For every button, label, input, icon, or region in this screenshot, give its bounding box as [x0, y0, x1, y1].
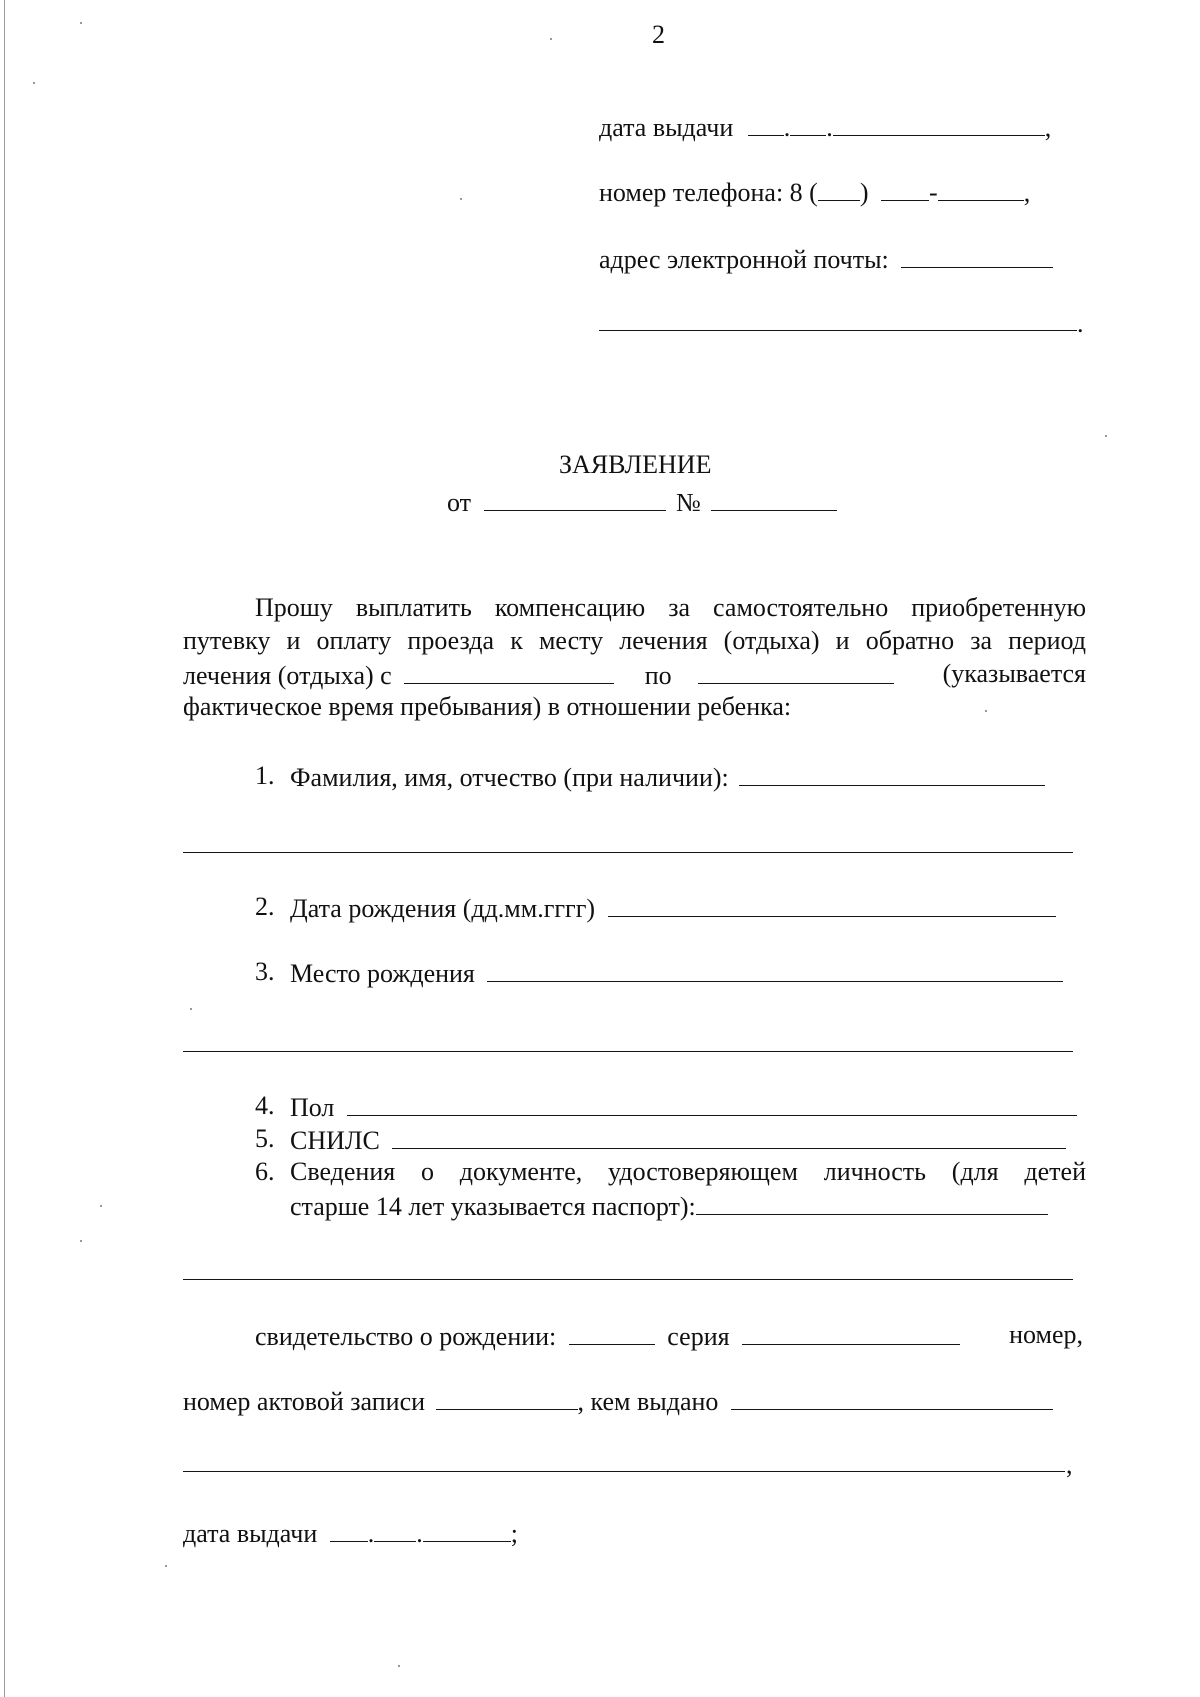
birth-place-label: Место рождения: [290, 959, 475, 988]
issued-by-field-continuation[interactable]: [183, 1471, 1065, 1472]
item-3-number: 3.: [255, 957, 275, 986]
birth-date-field[interactable]: [608, 894, 1056, 917]
phone-part1-field[interactable]: [881, 178, 929, 201]
scan-speck: [1105, 435, 1107, 437]
item-2-row: [290, 894, 1056, 922]
cert-month-field[interactable]: [374, 1519, 416, 1542]
phone-row: номер телефона: 8 ( ) - ,: [599, 178, 1031, 207]
from-label: от: [447, 488, 472, 517]
number-sign: №: [676, 488, 701, 517]
item-6-row-2: [290, 1192, 1048, 1220]
series-label: серия: [667, 1322, 730, 1351]
sex-field[interactable]: [347, 1093, 1077, 1116]
snils-label: СНИЛС: [290, 1126, 380, 1155]
phone-code-field[interactable]: [818, 178, 860, 201]
issue-day-field[interactable]: [748, 113, 784, 136]
scan-speck: [33, 82, 35, 84]
item-4-number: 4.: [255, 1091, 275, 1120]
full-name-field-continuation[interactable]: [183, 852, 1073, 853]
scan-speck: [460, 198, 462, 200]
item-5-row: [290, 1126, 1066, 1154]
issue-date-row: дата выдачи . . ,: [599, 113, 1052, 142]
scan-speck: [985, 710, 987, 712]
application-date-field[interactable]: [484, 488, 666, 511]
phone-part2-field[interactable]: [938, 178, 1024, 201]
scan-left-edge: [4, 0, 5, 1697]
sex-label: Пол: [290, 1093, 335, 1122]
request-line-4: фактическое время пребывания) в отношении ребенка:: [183, 692, 792, 721]
item-3-row: [290, 959, 1063, 987]
birth-certificate-field[interactable]: [569, 1322, 655, 1345]
request-line-1: Прошу выплатить компенсацию за самостоятельно приобретенную: [255, 593, 1086, 622]
issued-by-label: , кем выдано: [577, 1387, 719, 1416]
issue-date-label: дата выдачи: [599, 113, 734, 142]
item-1-row: [290, 763, 1045, 791]
record-number-label: номер актовой записи: [183, 1387, 426, 1416]
title-date-row: [447, 488, 837, 516]
full-name-label: Фамилия, имя, отчество (при наличии):: [290, 763, 729, 792]
birth-certificate-label: свидетельство о рождении:: [255, 1322, 557, 1351]
issue-year-field[interactable]: [833, 113, 1045, 136]
full-name-field[interactable]: [739, 763, 1045, 786]
record-number-field[interactable]: [436, 1387, 578, 1410]
scan-speck: [550, 38, 552, 40]
snils-field[interactable]: [392, 1126, 1066, 1149]
scan-speck: [165, 1565, 167, 1567]
birth-place-field[interactable]: [487, 959, 1063, 982]
email-field[interactable]: [901, 245, 1053, 268]
period-end-field[interactable]: [698, 661, 894, 684]
item-5-number: 5.: [255, 1124, 275, 1153]
request-line-3: лечения (отдыха) с по (указывается: [183, 659, 1086, 690]
phone-label: номер телефона: 8 (: [599, 178, 818, 207]
period-start-field[interactable]: [404, 661, 614, 684]
item-6-number: 6.: [255, 1157, 275, 1186]
scan-speck: [80, 22, 82, 24]
email-label: адрес электронной почты:: [599, 245, 889, 274]
application-number-field[interactable]: [711, 488, 837, 511]
email-field-continuation[interactable]: [599, 330, 1077, 331]
identity-document-field[interactable]: [696, 1192, 1048, 1215]
page-number: 2: [652, 20, 665, 49]
identity-document-label-line-2: старше 14 лет указывается паспорт):: [290, 1192, 696, 1221]
scan-speck: [398, 1665, 400, 1667]
document-title: ЗАЯВЛЕНИЕ: [559, 450, 712, 479]
item-4-row: [290, 1093, 1077, 1121]
issued-by-field[interactable]: [731, 1387, 1053, 1410]
birth-certificate-date-row: дата выдачи . . ;: [183, 1519, 519, 1548]
email-row: [599, 245, 1053, 273]
issued-by-comma: ,: [1066, 1450, 1073, 1479]
birth-certificate-date-label: дата выдачи: [183, 1519, 318, 1548]
identity-document-field-continuation[interactable]: [183, 1279, 1073, 1280]
scan-speck: [100, 1205, 102, 1207]
cert-day-field[interactable]: [330, 1519, 368, 1542]
email-period: .: [1077, 309, 1084, 338]
item-1-number: 1.: [255, 761, 275, 790]
record-number-row: [183, 1387, 1053, 1415]
birth-place-field-continuation[interactable]: [183, 1051, 1073, 1052]
cert-year-field[interactable]: [423, 1519, 511, 1542]
birth-date-label: Дата рождения (дд.мм.гггг): [290, 894, 596, 923]
request-line-2: путевку и оплату проезда к месту лечения (отдыха) и обратно за период: [183, 626, 1086, 655]
identity-document-label-line-1: Сведения о документе, удостоверяющем личность (для детей: [290, 1157, 1086, 1186]
birth-certificate-row: [255, 1322, 1083, 1350]
scan-speck: [80, 1240, 82, 1242]
series-field[interactable]: [742, 1322, 960, 1345]
scan-speck: [190, 1008, 192, 1010]
number-label: номер,: [1009, 1320, 1083, 1349]
issue-month-field[interactable]: [790, 113, 826, 136]
item-2-number: 2.: [255, 892, 275, 921]
